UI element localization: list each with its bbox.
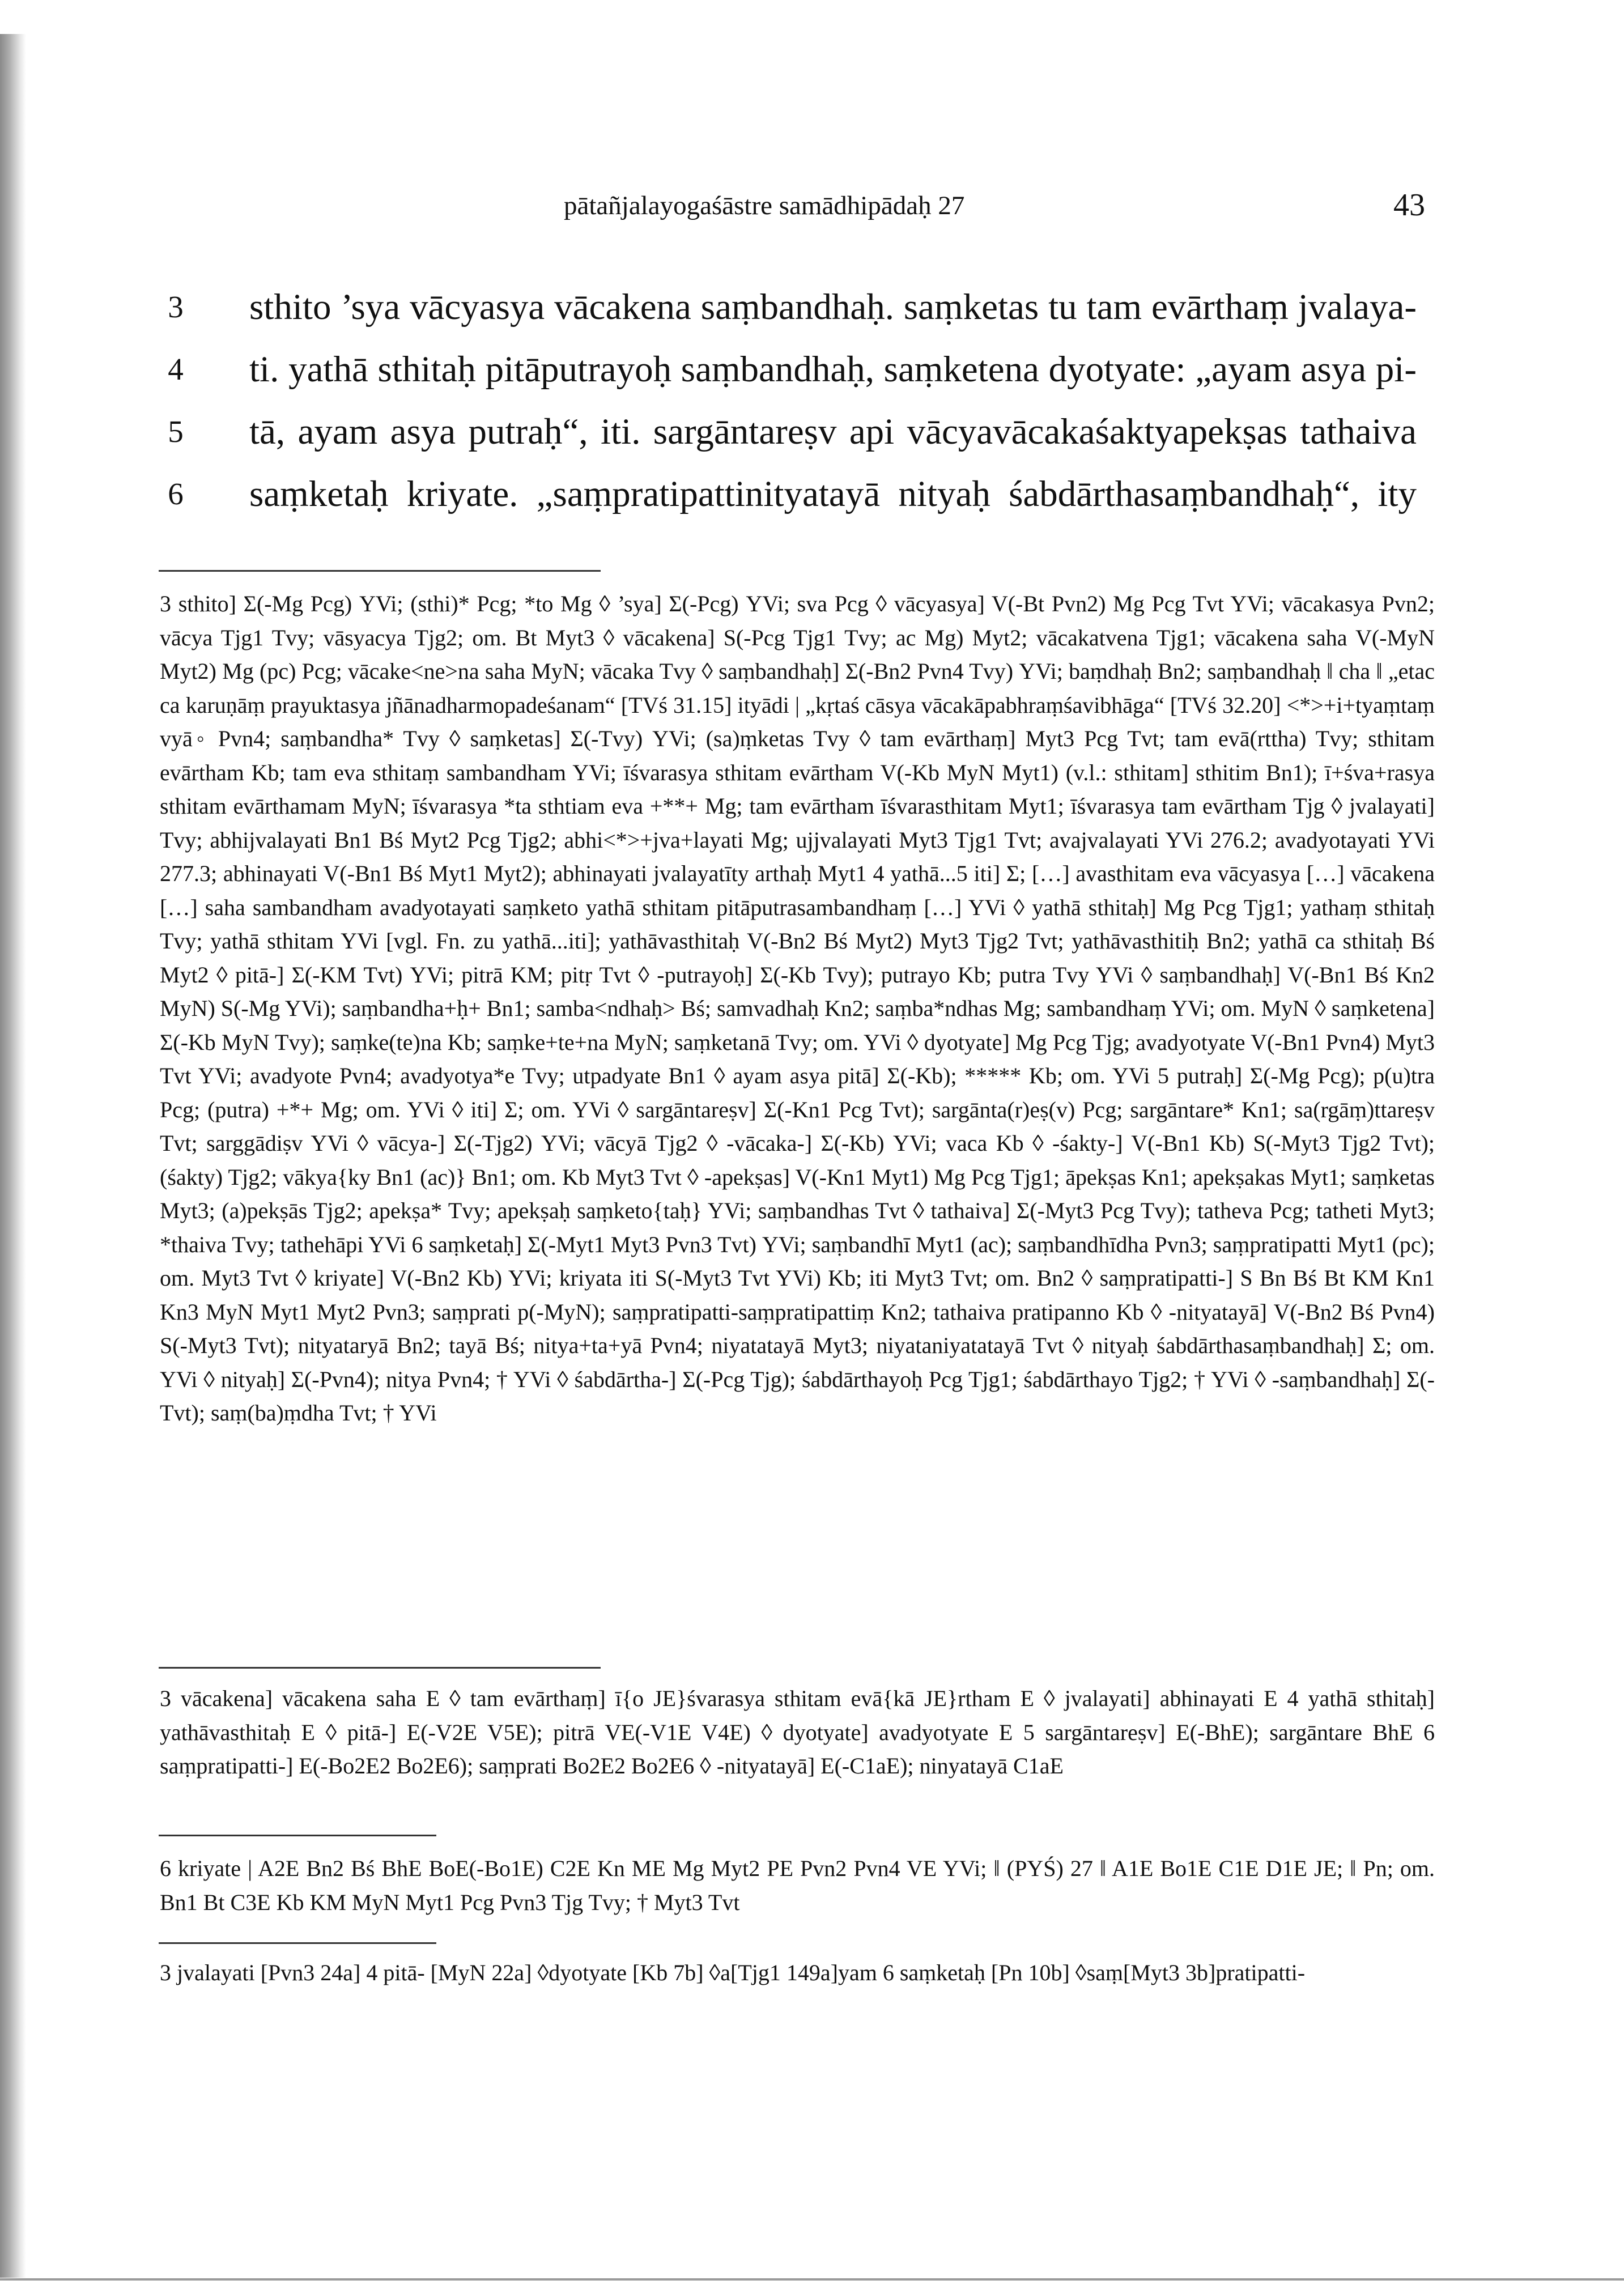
text-line	[164, 471, 1434, 534]
apparatus-divider	[159, 1835, 436, 1836]
colophon-apparatus: 6 kriyate | A2E Bn2 Bś BhE BoE(-Bo1E) C2E Kn ME Mg Myt2 PE Pvn2 Pvn4 VE YVi; ‖ (PYŚ) 27 ‖ A1E Bo1E C1E D1E JE; ‖ Pn; om. Bn1 Bt C3E Kb KM MyN Myt1 Pcg Pvn3 Tjg Tvy; † Myt3 Tvt	[160, 1856, 1435, 1915]
line-text: saṃketaḥ kriyate. „saṃpratipattinityatayā nityaḥ śabdārthasaṃbandhaḥ“, ity	[249, 474, 1417, 514]
page-header	[564, 190, 1425, 236]
line-text: tā, ayam asya putraḥ“, iti. sargāntareṣv api vācyavācakaśaktyapekṣas tathaiva	[249, 411, 1417, 452]
scan-bottom-edge	[0, 2278, 1624, 2281]
critical-apparatus: 3 sthito] Σ(-Mg Pcg) YVi; (sthi)* Pcg; *to Mg ◊ ’sya] Σ(-Pcg) YVi; sva Pcg ◊ vācyasya] V(-Bt Pvn2) Mg Pcg Tvt YVi; vācakasya Pvn2; vācya Tjg1 Tvy; vāsyacya Tjg2; om. Bt Myt3 ◊ vācakena] S(-Pcg Tjg1 Tvy; ac Mg) Myt2; vācakatvena Tjg1; vācakena saha V(-MyN Myt2) Mg (pc) Pcg; vācake<ne>na saha MyN; vācaka Tvy ◊ saṃbandhaḥ] Σ(-Bn2 Pvn4 Tvy) YVi; baṃdhaḥ Bn2; saṃbandhaḥ ‖ cha ‖ „etac ca karuṇāṃ prayuktasya jñānadharmopadeśanam“ [TVś 31.15] ityādi | „kṛtaś cāsya vācakāpabhraṃśavibhāga“ [TVś 32.20] <*>+i+tyaṃtaṃ vyā◦ Pvn4; saṃbandha* Tvy ◊ saṃketas] Σ(-Tvy) YVi; (sa)ṃketas Tvy ◊ tam evārthaṃ] Myt3 Pcg Tvt; tam evā(rttha) Tvy; sthitam evārtham Kb; tam eva sthitaṃ sambandham YVi; īśvarasya sthitam evārtham V(-Kb MyN Myt1) (v.l.: sthitam] sthitim Bn1); ī+śva+rasya sthitam evārthamam MyN; īśvarasya *ta sthtiam eva +**+ Mg; tam evārtham īśvarasthitam Myt1; īśvarasya tam evārtham Tjg ◊ jvalayati] Tvy; abhijvalayati Bn1 Bś Myt2 Pcg Tjg2; abhi<*>+jva+layati Mg; ujjvalayati Myt3 Tjg1 Tvt; avajvalayati YVi 276.2; avadyotayati YVi 277.3; abhinayati V(-Bn1 Bś Myt1 Myt2); abhinayati jvalayatīty arthaḥ Myt1 4 yathā...5 iti] Σ; […] avasthitam eva vācyasya […] vācakena […] saha sambandham avadyotayati saṃketo yathā sthitam pitāputrasambandhaṃ […] YVi ◊ yathā sthitaḥ] Mg Pcg Tjg1; yathaṃ sthitaḥ Tvy; yathā sthitam YVi [vgl. Fn. zu yathā...iti]; yathāvasthitaḥ V(-Bn2 Bś Myt2) Myt3 Tjg2 Tvt; yathāvasthitiḥ Bn2; yathā ca sthitaḥ Bś Myt2 ◊ pitā-] Σ(-KM Tvt) YVi; pitrā KM; pitṛ Tvt ◊ -putrayoḥ] Σ(-Kb Tvy); putrayo Kb; putra Tvy YVi ◊ saṃbandhaḥ] V(-Bn1 Bś Kn2 MyN) S(-Mg YVi); saṃbandha+ḥ+ Bn1; samba<ndhaḥ> Bś; samvadhaḥ Kn2; saṃba*ndhas Mg; sambandhaṃ YVi; om. MyN ◊ saṃketena] Σ(-Kb MyN Tvy); saṃke(te)na Kb; saṃke+te+na MyN; saṃketanā Tvy; om. YVi ◊ dyotyate] Mg Pcg Tjg; avadyotyate V(-Bn1 Pvn4) Myt3 Tvt YVi; avadyote Pvn4; avadyotya*e Tvy; utpadyate Bn1 ◊ ayam asya pitā] Σ(-Kb); ***** Kb; om. YVi 5 putraḥ] Σ(-Mg Pcg); p(u)tra Pcg; (putra) +*+ Mg; om. YVi ◊ iti] Σ; om. YVi ◊ sargāntareṣv] Σ(-Kn1 Pcg Tvt); sargānta(r)eṣ(v) Pcg; sargāntare* Kn1; sa(rgāṃ)ttareṣv Tvt; sarggādiṣv YVi ◊ vācya-] Σ(-Tjg2) YVi; vācyā Tjg2 ◊ -vācaka-] Σ(-Kb) YVi; vaca Kb ◊ -śakty-] V(-Bn1 Kb) S(-Myt3 Tjg2 Tvt); (śakty) Tjg2; vākya{ky Bn1 (ac)} Bn1; om. Kb Myt3 Tvt ◊ -apekṣas] V(-Kn1 Myt1) Mg Pcg Tjg1; āpekṣas Kn1; apekṣakas Myt1; saṃketas Myt3; (a)pekṣās Tjg2; apekṣa* Tvy; apekṣaḥ saṃketo{taḥ} YVi; saṃbandhas Tvt ◊ tathaiva] Σ(-Myt3 Pcg Tvy); tatheva Pcg; tatheti Myt3; *thaiva Tvy; tathehāpi YVi 6 saṃketaḥ] Σ(-Myt1 Myt3 Pvn3 Tvt) YVi; saṃbandhī Myt1 (ac); saṃbandhīdha Pvn3; saṃpratipatti Myt1 (pc); om. Myt3 Tvt ◊ kriyate] V(-Bn2 Kb) YVi; kriyata iti S(-Myt3 Tvt YVi) Kb; iti Myt3 Tvt; om. Bn2 ◊ saṃpratipatti-] S Bn Bś Bt KM Kn1 Kn3 MyN Myt1 Myt2 Pvn3; saṃprati p(-MyN); saṃpratipatti-saṃpratipattiṃ Kn2; tathaiva pratipanno Kb ◊ -nityatayā] V(-Bn2 Bś Pvn4) S(-Myt3 Tvt); nityataryā Bn2; tayā Bś; nitya+ta+yā Pvn4; niyatatayā Myt3; niyataniyatatayā Tvt ◊ nityaḥ śabdārthasaṃbandhaḥ] Σ; om. YVi ◊ nityaḥ] Σ(-Pvn4); nitya Pvn4; † YVi ◊ śabdārtha-] Σ(-Pcg Tjg); śabdārthayoḥ Pcg Tjg1; śabdārthayo Tjg2; † YVi ◊ -saṃbandhaḥ] Σ(-Tvt); saṃ(ba)ṃdha Tvt; † YVi	[160, 591, 1435, 1426]
scan-binding-shadow	[0, 34, 26, 2278]
text-line	[164, 409, 1434, 471]
running-title: pātañjalayogaśāstre samādhipādaḥ 27	[564, 191, 965, 220]
line-number: 5	[168, 414, 184, 449]
text-line	[164, 284, 1434, 347]
line-text: ti. yathā sthitaḥ pitāputrayoḥ saṃbandhaḥ, saṃketena dyotyate: „ayam asya pi-	[249, 349, 1417, 390]
apparatus-divider	[159, 570, 601, 572]
page-number: 43	[1393, 188, 1425, 223]
folio-apparatus: 3 jvalayati [Pvn3 24a] 4 pitā- [MyN 22a] ◊dyotyate [Kb 7b] ◊a[Tjg1 149a]yam 6 saṃketaḥ [Pn 10b] ◊saṃ[Myt3 3b]pratipatti-	[160, 1960, 1306, 1985]
apparatus-divider	[159, 1667, 601, 1669]
line-number: 4	[168, 352, 184, 386]
apparatus-divider	[159, 1942, 436, 1944]
main-text	[164, 284, 1434, 534]
line-text: sthito ’sya vācyasya vācakena saṃbandhaḥ. saṃketas tu tam evārthaṃ jvalaya-	[249, 287, 1417, 327]
text-line	[164, 347, 1434, 409]
line-number: 3	[168, 290, 184, 324]
line-number: 6	[168, 477, 184, 511]
edition-apparatus: 3 vācakena] vācakena saha E ◊ tam evārthaṃ] ī{o JE}śvarasya sthitam evā{kā JE}rtham E ◊ jvalayati] abhinayati E 4 yathā sthitaḥ] yathāvasthitaḥ E ◊ pitā-] E(-V2E V5E); pitrā VE(-V1E V4E) ◊ dyotyate] avadyotyate E 5 sargāntareṣv] E(-BhE); sargāntare BhE 6 saṃpratipatti-] E(-Bo2E2 Bo2E6); saṃprati Bo2E2 Bo2E6 ◊ -nityatayā] E(-C1aE); ninyatayā C1aE	[160, 1686, 1435, 1779]
